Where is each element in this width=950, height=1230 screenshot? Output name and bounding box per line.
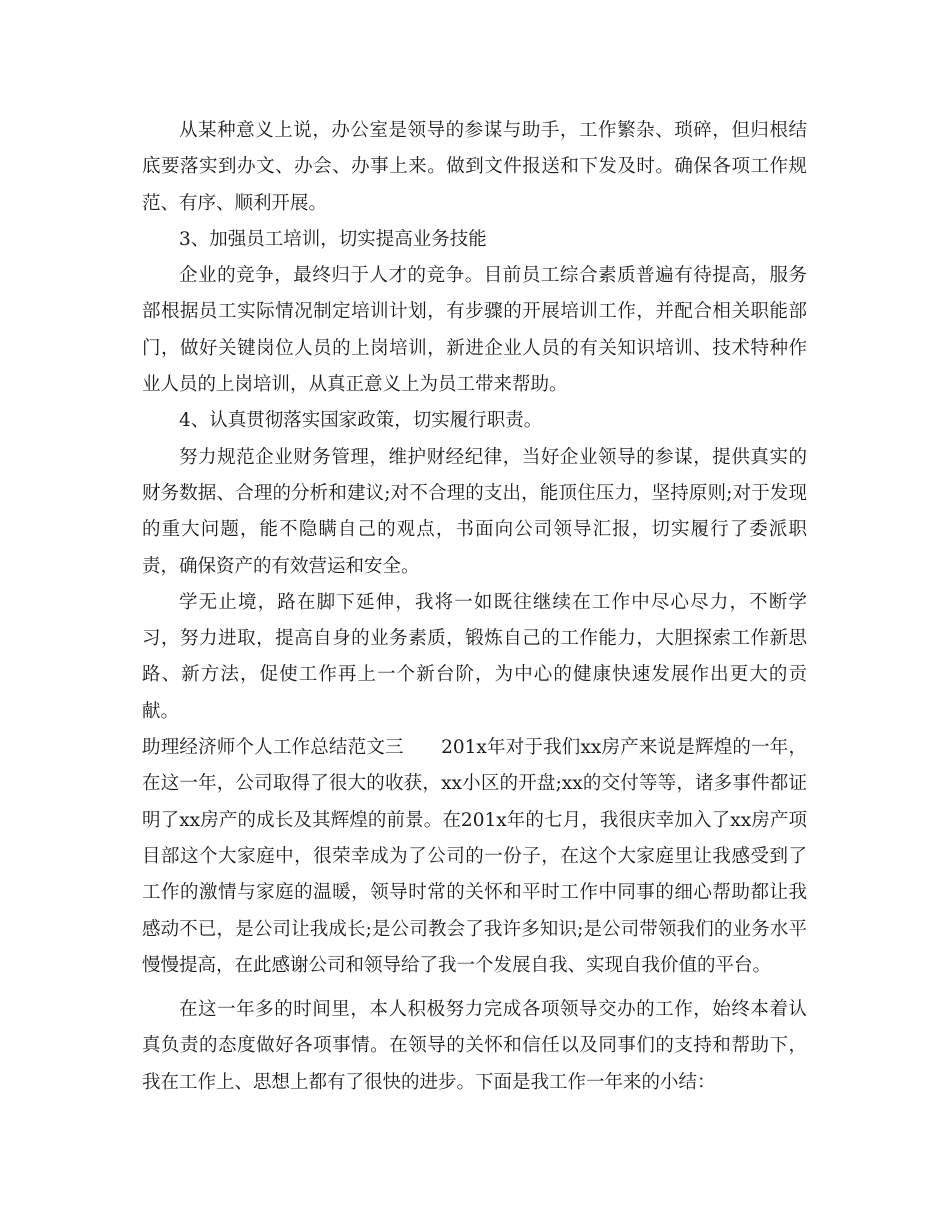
heading-national-policy: 4、认真贯彻落实国家政策，切实履行职责。 xyxy=(179,410,543,432)
heading-staff-training: 3、加强员工培训，切实提高业务技能 xyxy=(179,228,487,250)
paragraph-continuous-learning: 学无止境，路在脚下延伸，我将一如既往继续在工作中尽心尽力，不断学习，努力进取，提高自身的业务素质，锻炼自己的工作能力，大胆探索工作新思路、新方法，促使工作再上一个新台阶，为中心的健康快速发展作出更大的贡献。 xyxy=(142,591,807,722)
paragraph-finance-management: 努力规范企业财务管理，维护财经纪律，当好企业领导的参谋，提供真实的财务数据、合理的分析和建议;对不合理的支出，能顶住压力，坚持原则;对于发现的重大问题，能不隐瞒自己的观点，书面向公司领导汇报，切实履行了委派职责，确保资产的有效营运和安全。 xyxy=(142,446,807,577)
paragraph-summary-three-intro: 助理经济师个人工作总结范文三 201x年对于我们xx房产来说是辉煌的一年，在这一年，公司取得了很大的收获，xx小区的开盘;xx的交付等等，诸多事件都证明了xx房产的成长及其辉煌的前景。在201x年的七月，我很庆幸加入了xx房产项目部这个大家庭中，很荣幸成为了公司的一份子，在这个大家庭里让我感受到了工作的激情与家庭的温暖，领导时常的关怀和平时工作中同事的细心帮助都让我感动不已，是公司让我成长;是公司教会了我许多知识;是公司带领我们的业务水平慢慢提高，在此感谢公司和领导给了我一个发展自我、实现自我价值的平台。 xyxy=(142,737,807,976)
paragraph-office-role: 从某种意义上说，办公室是领导的参谋与助手，工作繁杂、琐碎，但归根结底要落实到办文、办会、办事上来。做到文件报送和下发及时。确保各项工作规范、有序、顺利开展。 xyxy=(142,120,807,214)
paragraph-staff-training: 企业的竞争，最终归于人才的竞争。目前员工综合素质普遍有待提高，服务部根据员工实际情况制定培训计划，有步骤的开展培训工作，并配合相关职能部门，做好关键岗位人员的上岗培训，新进企业人员的有关知识培训、技术特种作业人员的上岗培训，从真正意义上为员工带来帮助。 xyxy=(142,265,807,396)
document-body xyxy=(142,113,807,1101)
paragraph-year-summary: 在这一年多的时间里，本人积极努力完成各项领导交办的工作，始终本着认真负责的态度做好各项事情。在领导的关怀和信任以及同事们的支持和帮助下，我在工作上、思想上都有了很快的进步。下面是我工作一年来的小结： xyxy=(142,999,807,1093)
